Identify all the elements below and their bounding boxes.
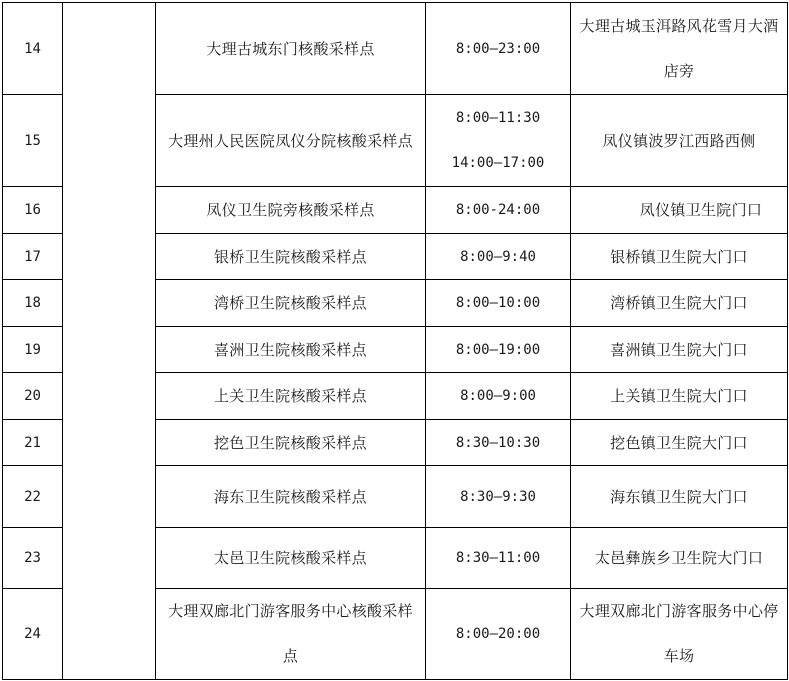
hours-cell	[426, 280, 571, 327]
address-text: 大理双廊北门游客服务中心停	[579, 602, 779, 620]
hours-cell	[426, 373, 571, 420]
row-number-text: 22	[24, 488, 41, 505]
address-text: 凤仪镇卫生院门口	[639, 201, 763, 219]
hours-text: 8:00—20:00	[455, 626, 541, 642]
address-text: 喜洲镇卫生院大门口	[610, 340, 748, 359]
address-cell	[571, 95, 788, 187]
hours-cell	[426, 3, 571, 95]
hours-cell	[426, 327, 571, 373]
row-number-cell	[3, 373, 63, 420]
address-cell	[571, 466, 788, 528]
merged-blank-cell	[63, 3, 156, 680]
address-text: 银桥镇卫生院大门口	[610, 247, 748, 266]
hours-cell	[426, 420, 571, 466]
row-number-cell	[3, 327, 63, 373]
address-text: 店旁	[663, 61, 695, 80]
site-name-text: 凤仪卫生院旁核酸采样点	[206, 201, 375, 219]
site-name-text: 银桥卫生院核酸采样点	[213, 247, 367, 266]
site-name-text: 大理古城东门核酸采样点	[206, 39, 375, 58]
hours-cell	[426, 95, 571, 187]
site-name-cell	[156, 420, 426, 466]
address-text: 大理古城玉洱路风花雪月大酒	[579, 16, 779, 35]
site-name-cell	[156, 3, 426, 95]
row-number-cell	[3, 280, 63, 327]
hours-cell	[426, 589, 571, 680]
site-name-text: 海东卫生院核酸采样点	[213, 487, 367, 506]
site-name-text: 点	[282, 647, 299, 665]
hours-cell	[426, 187, 571, 234]
address-text: 湾桥镇卫生院大门口	[610, 294, 748, 312]
row-number-cell	[3, 234, 63, 280]
row-number-text: 15	[24, 132, 41, 149]
hours-text: 8:00—9:00	[460, 388, 536, 404]
hours-text: 8:00—23:00	[455, 40, 541, 57]
row-number-text: 14	[24, 40, 41, 57]
row-number-cell	[3, 420, 63, 466]
hours-text: 14:00—17:00	[451, 154, 545, 171]
address-text: 凤仪镇波罗江西路西侧	[602, 131, 756, 150]
hours-text: 8:00—11:30	[455, 109, 541, 126]
address-text: 上关镇卫生院大门口	[610, 387, 748, 405]
site-name-text: 大理双廊北门游客服务中心核酸采样	[168, 602, 413, 620]
row-number-text: 16	[24, 202, 41, 218]
site-name-cell	[156, 234, 426, 280]
row-number-text: 21	[24, 434, 41, 451]
row-number-cell	[3, 95, 63, 187]
site-name-text: 湾桥卫生院核酸采样点	[213, 294, 367, 312]
address-cell	[571, 234, 788, 280]
site-name-text: 上关卫生院核酸采样点	[213, 387, 367, 405]
site-name-cell	[156, 466, 426, 528]
address-cell	[571, 373, 788, 420]
hours-text: 8:30—10:30	[455, 434, 541, 451]
site-name-text: 喜洲卫生院核酸采样点	[213, 340, 367, 359]
row-number-text: 19	[24, 341, 41, 358]
row-number-cell	[3, 3, 63, 95]
site-name-cell	[156, 187, 426, 234]
row-number-text: 17	[24, 248, 41, 265]
hours-text: 8:00—19:00	[455, 341, 541, 358]
hours-text: 8:00-24:00	[455, 202, 541, 218]
site-name-cell	[156, 528, 426, 589]
row-number-text: 20	[24, 388, 41, 404]
site-name-cell	[156, 373, 426, 420]
row-number-cell	[3, 528, 63, 589]
address-cell	[571, 280, 788, 327]
address-text: 车场	[663, 647, 695, 665]
row-number-cell	[3, 589, 63, 680]
hours-text: 8:00—9:40	[460, 248, 536, 265]
address-text: 挖色镇卫生院大门口	[610, 433, 748, 452]
address-cell	[571, 420, 788, 466]
site-name-cell	[156, 589, 426, 680]
site-name-text: 挖色卫生院核酸采样点	[213, 433, 367, 452]
address-cell	[571, 187, 788, 234]
site-name-cell	[156, 327, 426, 373]
hours-cell	[426, 528, 571, 589]
address-cell	[571, 3, 788, 95]
hours-text: 8:30—9:30	[460, 488, 536, 505]
address-text: 海东镇卫生院大门口	[610, 487, 748, 506]
hours-text: 8:30—11:00	[455, 550, 541, 566]
address-cell	[571, 327, 788, 373]
site-name-text: 大理州人民医院凤仪分院核酸采样点	[168, 131, 413, 150]
hours-cell	[426, 234, 571, 280]
row-number-cell	[3, 466, 63, 528]
site-name-cell	[156, 280, 426, 327]
site-name-text: 太邑卫生院核酸采样点	[213, 549, 367, 567]
address-text: 太邑彝族乡卫生院大门口	[594, 549, 764, 567]
row-number-text: 23	[24, 550, 41, 566]
hours-cell	[426, 466, 571, 528]
site-name-cell	[156, 95, 426, 187]
address-cell	[571, 528, 788, 589]
address-cell	[571, 589, 788, 680]
sampling-sites-table	[2, 2, 788, 680]
hours-text: 8:00—10:00	[455, 295, 541, 311]
row-number-cell	[3, 187, 63, 234]
row-number-text: 18	[24, 295, 41, 311]
row-number-text: 24	[24, 626, 41, 642]
